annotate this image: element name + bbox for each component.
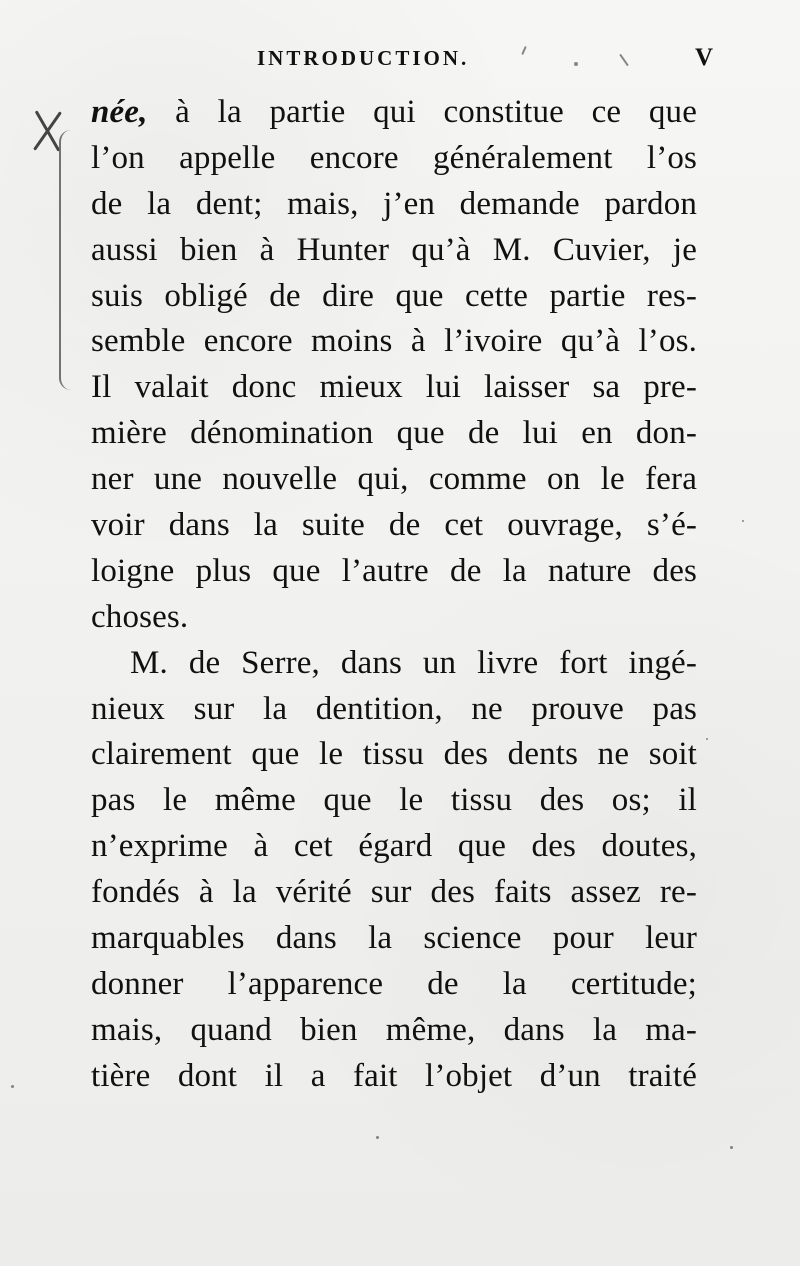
paper-speck bbox=[706, 738, 708, 740]
body-line: marquables dans la science pour leur bbox=[91, 920, 697, 957]
body-line: mais, quand bien même, dans la ma- bbox=[91, 1011, 697, 1048]
body-line bbox=[91, 90, 697, 136]
body-text bbox=[91, 90, 697, 1100]
body-line: tière dont il a fait l’objet d’un traité bbox=[91, 1057, 697, 1094]
running-title: INTRODUCTION. bbox=[257, 46, 470, 70]
body-line: suis obligé de dire que cette partie res- bbox=[91, 277, 697, 314]
body-line: donner l’apparence de la certitude; bbox=[91, 965, 697, 1002]
body-line: semble encore moins à l’ivoire qu’à l’os. bbox=[91, 323, 697, 360]
body-line: mière dénomination que de lui en don- bbox=[91, 415, 697, 452]
paper-speck bbox=[574, 62, 578, 66]
paper-speck bbox=[11, 1085, 14, 1088]
body-line: voir dans la suite de cet ouvrage, s’é- bbox=[91, 507, 697, 544]
body-line: aussi bien à Hunter qu’à M. Cuvier, je bbox=[91, 231, 697, 268]
paper-speck bbox=[730, 1146, 733, 1149]
line-rest: à la partie qui constitue ce que bbox=[147, 94, 697, 130]
running-head bbox=[92, 44, 713, 76]
handwritten-margin-bracket bbox=[59, 130, 75, 390]
handwritten-margin-mark bbox=[28, 104, 98, 394]
paper-speck bbox=[742, 520, 744, 522]
body-line: de la dent; mais, j’en demande pardon bbox=[91, 185, 697, 222]
paragraph-start-line: M. de Serre, dans un livre fort ingé- bbox=[130, 644, 697, 681]
body-line: choses. bbox=[91, 598, 189, 635]
body-line: loigne plus que l’autre de la nature des bbox=[91, 552, 697, 589]
body-line: fondés à la vérité sur des faits assez re- bbox=[91, 874, 697, 911]
paper-speck bbox=[376, 1136, 379, 1139]
body-line: l’on appelle encore généralement l’os bbox=[91, 139, 697, 176]
body-line: clairement que le tissu des dents ne soit bbox=[91, 736, 697, 773]
body-line: nieux sur la dentition, ne prouve pas bbox=[91, 690, 697, 727]
body-line: ner une nouvelle qui, comme on le fera bbox=[91, 461, 697, 498]
page-number: V bbox=[694, 44, 713, 71]
body-line: pas le même que le tissu des os; il bbox=[91, 782, 697, 819]
italic-line-start: née, bbox=[91, 94, 148, 130]
body-line: Il valait donc mieux lui laisser sa pre- bbox=[91, 369, 697, 406]
body-line: n’exprime à cet égard que des doutes, bbox=[91, 828, 697, 865]
